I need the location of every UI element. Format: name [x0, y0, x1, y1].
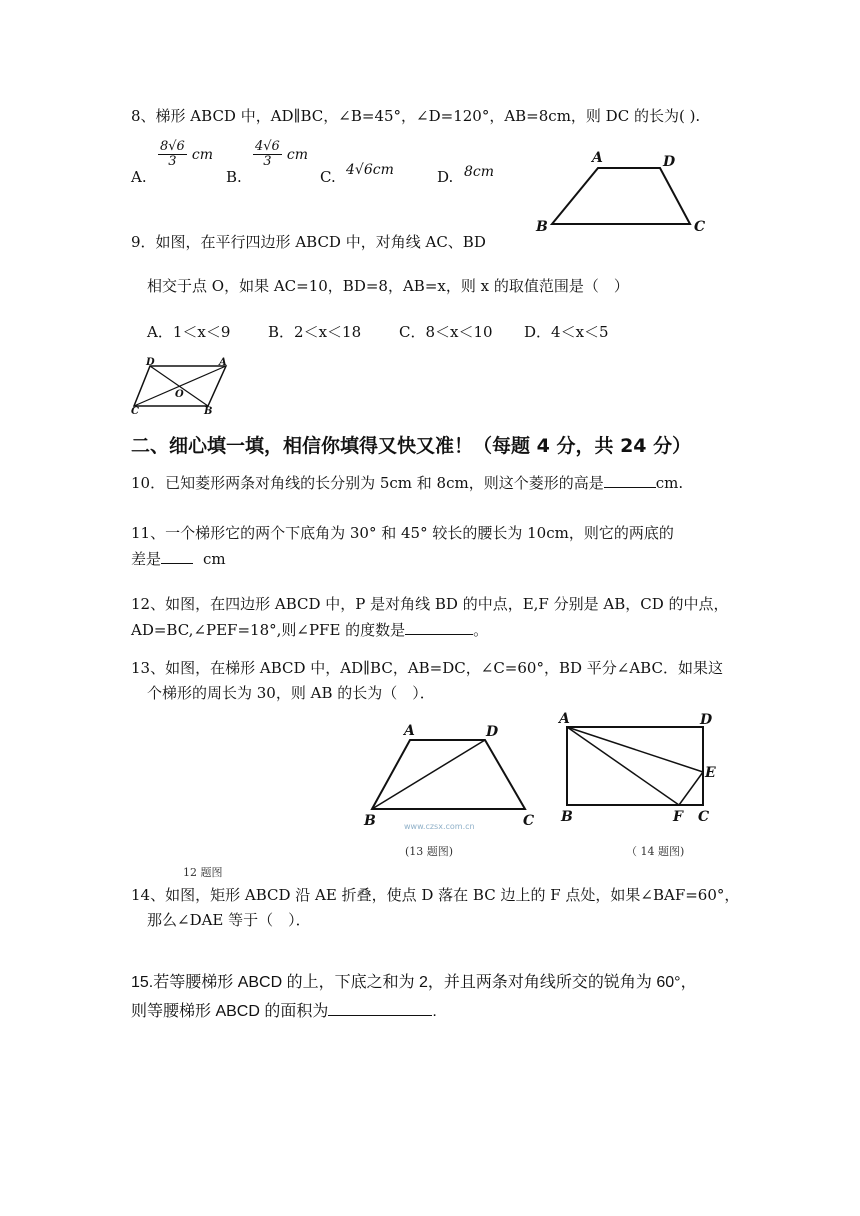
q8-label-c: C [694, 219, 706, 235]
q8-option-b-denominator: 3 [263, 154, 272, 169]
q14-line-fe [679, 772, 703, 805]
q8-label-a: A [592, 150, 603, 166]
q10-text [131, 472, 683, 493]
q13-trapezoid-shape [372, 740, 525, 809]
q8-option-a-denominator: 3 [168, 154, 177, 169]
q15-answer-blank[interactable] [328, 1000, 432, 1016]
q14-line1: 14、如图，矩形 ABCD 沿 AE 折叠，使点 D 落在 BC 边上的 F 点处，如果∠BAF=60°， [131, 886, 740, 904]
q8-option-a-unit: cm [191, 147, 214, 163]
q12-text-after: 。 [473, 621, 489, 639]
q8-option-b-numerator: 4√6 [255, 139, 280, 154]
q8-option-d-value: 8cm [464, 164, 495, 180]
q8-option-a-numerator: 8√6 [160, 139, 185, 154]
q10-answer-blank[interactable] [604, 472, 656, 488]
q13-line2: 个梯形的周长为 30，则 AB 的长为（ ）． [147, 684, 435, 702]
q11-text-before: 差是 [131, 550, 162, 568]
q8-trapezoid-shape [552, 168, 690, 224]
q14-label-d: D [700, 712, 713, 728]
q9-line2: 相交于点 O，如果 AC=10，BD=8，AB=x，则 x 的取值范围是（ ） [147, 277, 629, 295]
q8-label-d: D [663, 154, 676, 170]
q14-label-c: C [698, 809, 710, 825]
q13-diagonal-bd [372, 740, 485, 809]
q12-line2 [131, 619, 488, 640]
q10-text-after: cm. [655, 474, 684, 492]
q9-label-d: D [146, 357, 155, 368]
q14-rectangle-figure [555, 710, 725, 826]
q11-answer-blank[interactable] [161, 548, 193, 564]
q13-watermark: www.czsx.com.cn [404, 822, 475, 831]
q13-label-c: C [523, 813, 535, 829]
q9-option-d: D．4＜x＜5 [524, 323, 609, 341]
q13-label-a: A [404, 723, 415, 739]
q8-text: 8、梯形 ABCD 中，AD∥BC，∠B=45°，∠D=120°，AB=8cm，则 DC 的长为( ). [131, 107, 701, 125]
q13-label-b: B [364, 813, 376, 829]
q8-label-b: B [536, 219, 548, 235]
q11-line1: 11、一个梯形它的两个下底角为 30° 和 45° 较长的腰长为 10cm，则它的两底的 [131, 524, 674, 542]
q14-line-ae [567, 727, 703, 772]
q15-line2 [131, 1000, 437, 1022]
q14-line-af [567, 727, 679, 805]
q14-label-f: F [673, 809, 683, 825]
q11-text-after: cm [203, 550, 226, 568]
q8-option-c-label: C. [320, 168, 336, 186]
q9-label-a: A [219, 357, 227, 368]
q12-answer-blank[interactable] [405, 619, 473, 635]
q10-text-before: 10．已知菱形两条对角线的长分别为 5cm 和 8cm，则这个菱形的高是 [131, 474, 604, 492]
q9-option-a: A．1＜x＜9 [147, 323, 231, 341]
q8-trapezoid-figure [530, 148, 720, 240]
q9-option-b: B．2＜x＜18 [268, 323, 362, 341]
q9-option-c: C．8＜x＜10 [399, 323, 493, 341]
q13-trapezoid-figure [360, 722, 545, 832]
q9-parallelogram-figure [128, 356, 238, 416]
q8-option-d-label: D. [437, 168, 454, 186]
q14-label-a: A [559, 711, 570, 727]
q13-figure-caption: (13 题图) [405, 845, 454, 858]
q8-option-b-unit: cm [286, 147, 309, 163]
q14-figure-caption: （ 14 题图) [626, 845, 685, 858]
q8-option-a-value [158, 140, 213, 169]
q11-line2 [131, 548, 226, 569]
q8-option-b-label: B. [226, 168, 242, 186]
q9-label-o: O [175, 389, 184, 400]
q15-line1: 15.若等腰梯形 ABCD 的上，下底之和为 2，并且两条对角线所交的锐角为 60°， [131, 974, 697, 991]
q9-label-c: C [131, 406, 139, 417]
q14-label-b: B [561, 809, 573, 825]
q13-line1: 13、如图，在梯形 ABCD 中，AD∥BC，AB=DC，∠C=60°，BD 平分∠ABC．如果这 [131, 659, 723, 677]
q8-option-a-label: A. [131, 168, 147, 186]
q15-text-before: 则等腰梯形 ABCD 的面积为 [131, 1003, 329, 1020]
q8-option-b-value [253, 140, 308, 169]
q8-option-c-value: 4√6cm [346, 162, 394, 178]
q9-line1: 9．如图，在平行四边形 ABCD 中，对角线 AC、BD [131, 233, 486, 251]
q9-label-b: B [204, 406, 213, 417]
q14-label-e: E [705, 765, 716, 781]
q12-figure-caption: 12 题图 [183, 866, 223, 879]
q15-text-after: . [432, 1003, 437, 1020]
q14-line2: 那么∠DAE 等于（ ）． [147, 911, 311, 929]
q12-line1: 12、如图，在四边形 ABCD 中，P 是对角线 BD 的中点，E,F 分别是 AB，CD 的中点， [131, 595, 729, 613]
section-2-heading: 二、细心填一填，相信你填得又快又准！（每题 4 分，共 24 分） [131, 435, 692, 457]
q13-label-d: D [486, 724, 499, 740]
q12-text-before: AD=BC,∠PEF=18°,则∠PFE 的度数是 [131, 621, 406, 639]
